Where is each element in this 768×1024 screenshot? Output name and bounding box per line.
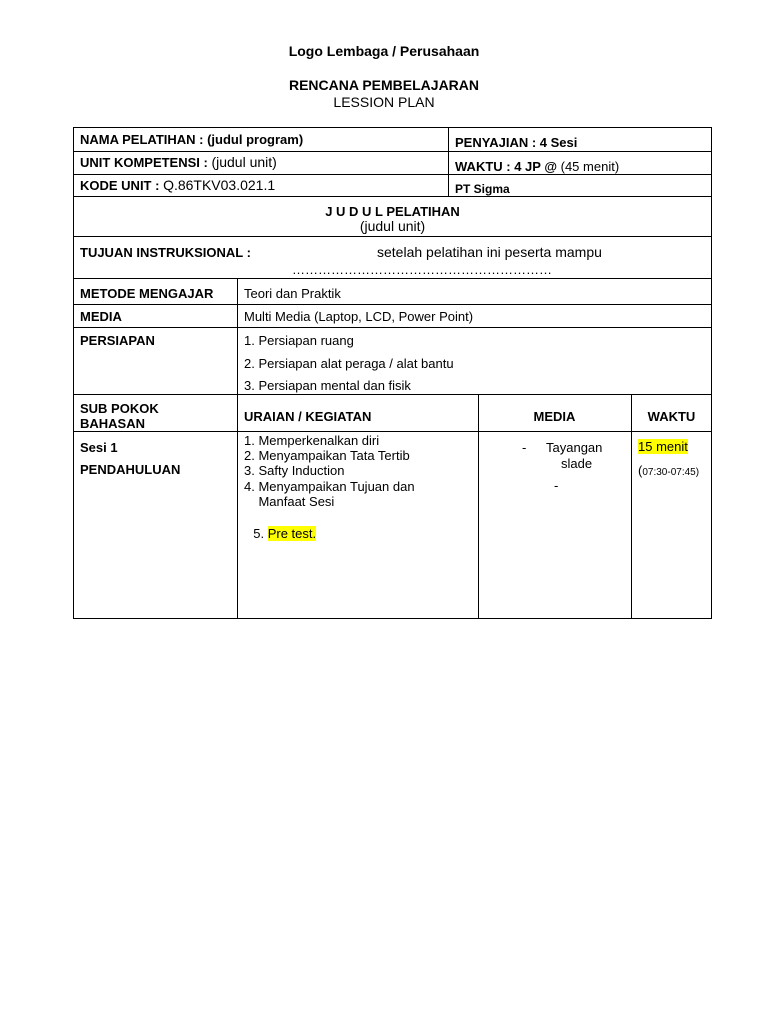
kode-unit-label: KODE UNIT : [80, 178, 164, 193]
waktu-range [638, 463, 699, 480]
sesi-label: Sesi 1 [80, 440, 118, 455]
activity-number: 5. [253, 526, 268, 541]
divider [73, 431, 712, 432]
waktu-range-value: 07:30-07:45) [642, 467, 700, 478]
tujuan-text: setelah pelatihan ini peserta mampu [377, 244, 602, 260]
tujuan-label: TUJUAN INSTRUKSIONAL : [80, 245, 251, 260]
persiapan-label: PERSIAPAN [80, 333, 155, 348]
activity-item: 1. Memperkenalkan diri [244, 433, 380, 448]
persiapan-item: 2. Persiapan alat peraga / alat bantu [244, 356, 454, 371]
logo-placeholder: Logo Lembaga / Perusahaan [288, 43, 480, 59]
document-title: RENCANA PEMBELAJARAN [288, 77, 480, 93]
info-table [73, 127, 712, 619]
waktu-info [455, 159, 619, 174]
waktu-duration [638, 439, 688, 454]
persiapan-item: 1. Persiapan ruang [244, 333, 354, 348]
divider [73, 236, 712, 237]
divider [73, 174, 712, 175]
unit-kompetensi-label: UNIT KOMPETENSI : [80, 155, 212, 170]
divider [73, 151, 712, 152]
kode-unit [80, 178, 275, 193]
divider [73, 394, 712, 395]
nama-pelatihan-label: NAMA PELATIHAN : (judul program) [80, 132, 304, 147]
divider [73, 196, 712, 197]
divider [73, 327, 712, 328]
waktu-paren: ( [638, 463, 643, 478]
metode-value: Teori dan Praktik [244, 286, 341, 301]
media-dash: - [522, 440, 527, 455]
header-sub-pokok: SUB POKOK [80, 401, 159, 416]
divider [73, 278, 712, 279]
metode-label: METODE MENGAJAR [80, 286, 214, 301]
header-bahasan: BAHASAN [80, 416, 145, 431]
activity-item: 4. Menyampaikan Tujuan dan [244, 479, 415, 494]
waktu-highlight: 15 menit [638, 439, 688, 454]
activity-item: 3. Safty Induction [244, 463, 345, 478]
media-value: Multi Media (Laptop, LCD, Power Point) [244, 309, 474, 324]
media-slade: slade [561, 456, 593, 471]
header-media: MEDIA [533, 409, 576, 424]
divider [73, 304, 712, 305]
waktu-label: WAKTU : 4 JP @ [455, 159, 558, 174]
divider [631, 394, 632, 619]
tujuan-dots: …………………………………………………… [292, 262, 552, 277]
header-waktu: WAKTU [647, 409, 696, 424]
activity-item: 2. Menyampaikan Tata Tertib [244, 448, 410, 463]
media-label: MEDIA [80, 309, 122, 324]
judul-pelatihan-label: J U D U L PELATIHAN [325, 204, 460, 219]
divider [448, 127, 449, 197]
activity-item: Manfaat Sesi [244, 494, 335, 509]
header-uraian: URAIAN / KEGIATAN [244, 409, 372, 424]
kode-unit-value: Q.86TKV03.021.1 [163, 177, 276, 193]
media-dash: - [554, 478, 559, 493]
activity-item-pretest [246, 511, 316, 541]
penyajian-label: PENYAJIAN : 4 Sesi [455, 135, 578, 150]
phase-label: PENDAHULUAN [80, 462, 181, 477]
media-tayangan: Tayangan [546, 440, 603, 455]
judul-pelatihan-value: (judul unit) [359, 218, 426, 234]
divider [478, 394, 479, 619]
unit-kompetensi [80, 155, 277, 170]
persiapan-item: 3. Persiapan mental dan fisik [244, 378, 411, 393]
pretest-highlight: Pre test. [267, 526, 317, 541]
waktu-value: (45 menit) [557, 159, 620, 174]
divider [237, 278, 238, 619]
unit-kompetensi-value: (judul unit) [211, 154, 277, 170]
document-subtitle: LESSION PLAN [333, 94, 435, 110]
company-name: PT Sigma [455, 182, 510, 196]
